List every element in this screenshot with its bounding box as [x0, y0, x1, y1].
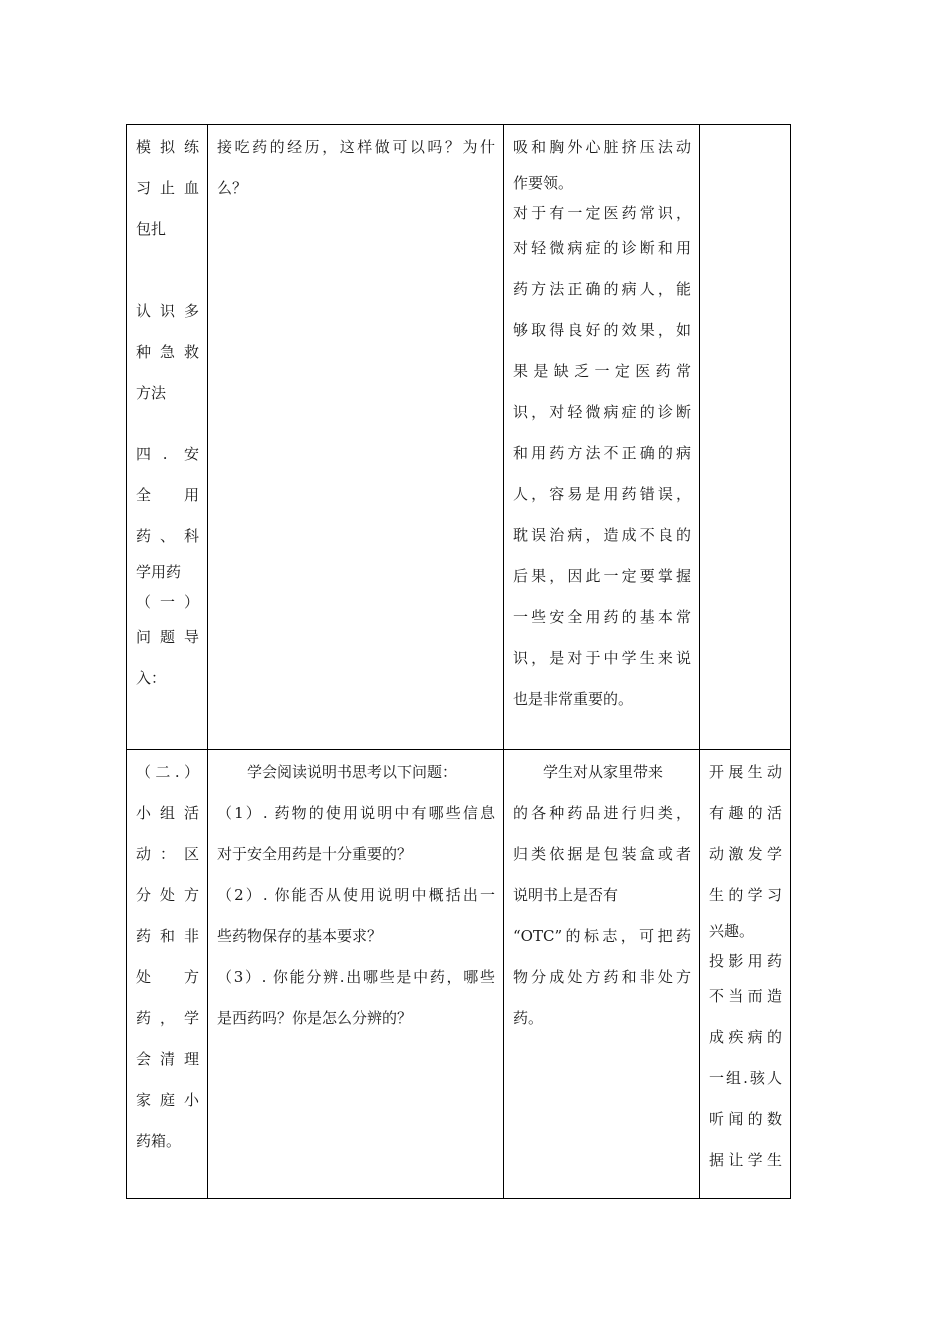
cell-line: （2）. 你能否从使用说明中概括出一: [217, 886, 495, 904]
lesson-plan-table: [126, 124, 791, 1199]
cell-line: 分处方: [136, 886, 199, 904]
cell-line: 四. 安: [136, 445, 199, 463]
cell-line: 够取得良好的效果，如: [513, 321, 691, 339]
cell-line: 模拟练: [136, 138, 199, 156]
cell-line: 方法: [136, 384, 167, 402]
cell-line: 些药物保存的基本要求？: [217, 927, 383, 945]
cell-line: 全 用: [136, 486, 199, 504]
cell-line: 归类依据是包装盒或者: [513, 845, 691, 863]
cell-teacher-activity: [208, 750, 504, 1199]
cell-line: 兴趣。: [709, 922, 755, 940]
cell-line: 物分成处方药和非处方: [513, 968, 691, 986]
cell-student-activity: [504, 125, 700, 750]
cell-line: 药和非: [136, 927, 199, 945]
cell-line: 吸和胸外心脏挤压法动: [513, 138, 691, 156]
cell-line: 识，是对于中学生来说: [513, 649, 691, 667]
table-row: [127, 750, 791, 1199]
cell-design-intent: [700, 125, 791, 750]
cell-line: 人，容易是用药错误，: [513, 485, 691, 503]
cell-line: 药。: [513, 1009, 544, 1027]
cell-line: 学用药: [136, 563, 182, 581]
cell-line: 小组活: [136, 804, 199, 822]
cell-line: 学生对从家里带来: [543, 763, 664, 781]
cell-teacher-activity: [208, 125, 504, 750]
cell-line: 种急救: [136, 343, 199, 361]
cell-line: 问题导: [136, 628, 199, 646]
cell-design-intent: [700, 750, 791, 1199]
cell-line: 耽误治病，造成不良的: [513, 526, 691, 544]
cell-line: 学会阅读说明书思考以下问题：: [247, 763, 458, 781]
cell-line: 会清理: [136, 1050, 199, 1068]
cell-line: 药，学: [136, 1009, 199, 1027]
cell-line: 成疾病的: [709, 1028, 782, 1046]
cell-line: 对轻微病症的诊断和用: [513, 239, 691, 257]
cell-line: 的各种药品进行归类，: [513, 804, 691, 822]
cell-line: 是西药吗？你是怎么分辨的？: [217, 1009, 413, 1027]
cell-line: 一些安全用药的基本常: [513, 608, 691, 626]
cell-line: 投影用药: [709, 952, 782, 970]
cell-line: 药方法正确的病人，能: [513, 280, 691, 298]
cell-line: 不当而造: [709, 987, 782, 1005]
cell-line: （一）: [136, 593, 199, 611]
cell-line: 家庭小: [136, 1091, 199, 1109]
cell-line: 作要领。: [513, 174, 574, 192]
cell-line: （3）. 你能分辨.出哪些是中药，哪些: [217, 968, 495, 986]
cell-activity: [127, 750, 208, 1199]
cell-line: 据让学生: [709, 1151, 782, 1169]
cell-line: 包扎: [136, 220, 167, 238]
table-row: [127, 125, 791, 750]
cell-line: 一组.骇人: [709, 1069, 782, 1087]
cell-line: （1）. 药物的使用说明中有哪些信息: [217, 804, 495, 822]
cell-line: 处 方: [136, 968, 199, 986]
cell-line: 入：: [136, 669, 167, 687]
cell-line: 药、科: [136, 527, 199, 545]
cell-line: 习止血: [136, 179, 199, 197]
cell-line: 也是非常重要的。: [513, 690, 634, 708]
cell-line: 和用药方法不正确的病: [513, 444, 691, 462]
cell-line: （二.）: [136, 763, 199, 781]
cell-line: 说明书上是否有: [513, 886, 619, 904]
cell-activity: [127, 125, 208, 750]
cell-line: 药箱。: [136, 1132, 182, 1150]
cell-line: 对于安全用药是十分重要的？: [217, 845, 413, 863]
cell-line: 对于有一定医药常识，: [513, 204, 691, 222]
cell-line: “OTC”的标志，可把药: [513, 927, 691, 945]
cell-line: 动激发学: [709, 845, 782, 863]
cell-line: 开展生动: [709, 763, 782, 781]
cell-line: 果是缺乏一定医药常: [513, 362, 691, 380]
cell-line: 有趣的活: [709, 804, 782, 822]
cell-line: 接吃药的经历，这样做可以吗？为什: [217, 138, 495, 156]
cell-line: 后果，因此一定要掌握: [513, 567, 691, 585]
cell-line: 生的学习: [709, 886, 782, 904]
cell-line: 听闻的数: [709, 1110, 782, 1128]
cell-student-activity: [504, 750, 700, 1199]
cell-line: 动：区: [136, 845, 199, 863]
cell-line: 识，对轻微病症的诊断: [513, 403, 691, 421]
cell-line: 认识多: [136, 302, 199, 320]
cell-line: 么？: [217, 179, 248, 197]
